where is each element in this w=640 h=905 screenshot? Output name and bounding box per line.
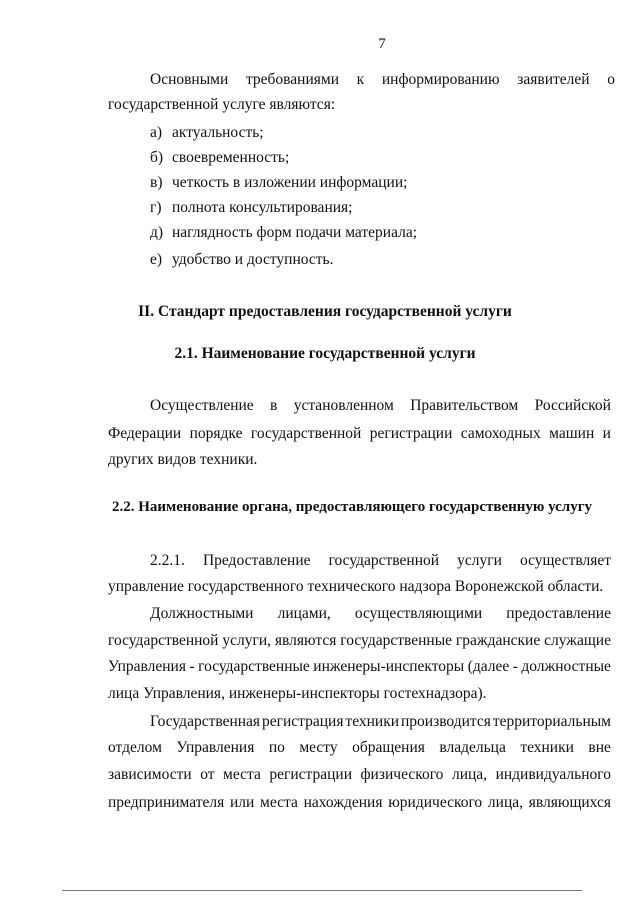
list-item — [150, 223, 417, 243]
list-text: наглядность форм подачи материала; — [172, 224, 418, 241]
list-item — [150, 173, 407, 193]
word: государственной — [250, 425, 362, 442]
word: государственные — [198, 658, 310, 675]
word: государственные — [340, 632, 452, 649]
word: самоходных — [460, 425, 541, 442]
list-item — [150, 198, 352, 218]
paragraph-line — [108, 631, 611, 651]
word: Управления — [108, 658, 186, 675]
word: зависимости — [108, 766, 192, 783]
word: регистрации — [369, 425, 453, 442]
list-text: своевременность; — [172, 149, 290, 166]
subsection-heading: 2.1. Наименование государственной услуги — [174, 345, 476, 362]
word: лица, — [487, 794, 524, 811]
list-text: полнота консультирования; — [172, 199, 353, 216]
word: предоставление — [506, 605, 611, 622]
word: обращения — [352, 739, 425, 756]
paragraph-line — [108, 738, 611, 758]
word: в — [270, 397, 278, 414]
paragraph-line — [150, 604, 611, 624]
word: индивидуального — [495, 766, 611, 783]
word: заявителей — [517, 71, 590, 88]
list-text: актуальность; — [172, 124, 264, 141]
intro-line-1 — [150, 70, 615, 90]
word: инженеры-инспекторы — [313, 658, 465, 675]
word: - — [189, 658, 195, 675]
word: предпринимателя — [108, 794, 225, 811]
list-item — [150, 250, 334, 270]
word: Предоставление — [202, 552, 311, 569]
word: государственной — [108, 632, 219, 649]
list-text: удобство и доступность. — [172, 251, 334, 268]
word: осуществляет — [519, 552, 611, 569]
subsection-heading: 2.2. Наименование органа, предоставляющего государственную услугу — [112, 499, 593, 515]
footer-rule — [62, 890, 582, 891]
word: услуги — [457, 552, 502, 569]
word: порядке — [189, 425, 243, 442]
word: о — [607, 71, 615, 88]
word: регистрации — [269, 766, 352, 783]
word: Правительством — [410, 397, 519, 414]
word: должностные — [521, 658, 611, 675]
word: являющихся — [528, 794, 611, 811]
word: владельца — [439, 739, 506, 756]
word: Российской — [534, 397, 611, 414]
list-marker: д) — [150, 224, 164, 241]
word: государственной — [328, 552, 440, 569]
section-heading: II. Стандарт предоставления государственной услуги — [138, 303, 512, 320]
word: 2.2.1. — [150, 552, 185, 569]
word: юридического — [388, 794, 483, 811]
list-item — [150, 123, 264, 143]
word: и — [602, 425, 611, 442]
word: осуществляющими — [354, 605, 483, 622]
word: места — [260, 794, 298, 811]
list-text: четкость в изложении информации; — [172, 174, 408, 191]
paragraph-line: лица Управления, инженеры-инспекторы гостехнадзора). — [108, 685, 487, 702]
word: Управления — [176, 739, 255, 756]
word: регистрация — [262, 713, 344, 730]
word: месту — [299, 739, 338, 756]
word: Должностными — [150, 605, 254, 622]
paragraph-line: других видов техники. — [108, 451, 258, 468]
word: физического — [360, 766, 444, 783]
word: вне — [588, 739, 611, 756]
word: от — [200, 766, 215, 783]
word: установленном — [293, 397, 394, 414]
list-marker: е) — [150, 251, 163, 268]
list-marker: в) — [150, 174, 163, 191]
paragraph-line — [150, 551, 611, 571]
word: нахождения — [303, 794, 383, 811]
word: машин — [549, 425, 595, 442]
word: Осуществление — [150, 397, 254, 414]
list-marker: б) — [150, 149, 164, 166]
word: техники — [520, 739, 574, 756]
word: требованиями — [245, 71, 339, 88]
word: производится — [400, 713, 491, 730]
page-number: 7 — [378, 36, 386, 52]
paragraph-line — [108, 793, 611, 813]
list-marker: а) — [150, 124, 163, 141]
word: места — [223, 766, 261, 783]
paragraph-line: управление государственного технического надзора Воронежской области. — [108, 578, 604, 595]
paragraph-line — [150, 396, 611, 416]
word: лица, — [451, 766, 488, 783]
word: являются — [274, 632, 337, 649]
intro-line-2: государственной услуге являются: — [108, 96, 336, 113]
word: к — [356, 71, 365, 88]
paragraph-line — [108, 765, 611, 785]
word: техники — [345, 713, 400, 730]
word: Федерации — [108, 425, 182, 442]
word: служащие — [544, 632, 611, 649]
paragraph-line — [150, 712, 611, 732]
list-marker: г) — [150, 199, 162, 216]
word: информированию — [381, 71, 500, 88]
paragraph-line — [108, 657, 611, 677]
word: отделом — [108, 739, 162, 756]
word: (далее — [467, 658, 510, 675]
word: лицами, — [277, 605, 331, 622]
word: Государственная — [150, 713, 261, 730]
word: Основными — [150, 71, 229, 88]
word: или — [229, 794, 255, 811]
word: гражданские — [455, 632, 541, 649]
word: услуги, — [222, 632, 272, 649]
list-item — [150, 148, 289, 168]
word: территориальным — [492, 713, 611, 730]
paragraph-line — [108, 424, 611, 444]
word: по — [268, 739, 285, 756]
word: - — [512, 658, 518, 675]
